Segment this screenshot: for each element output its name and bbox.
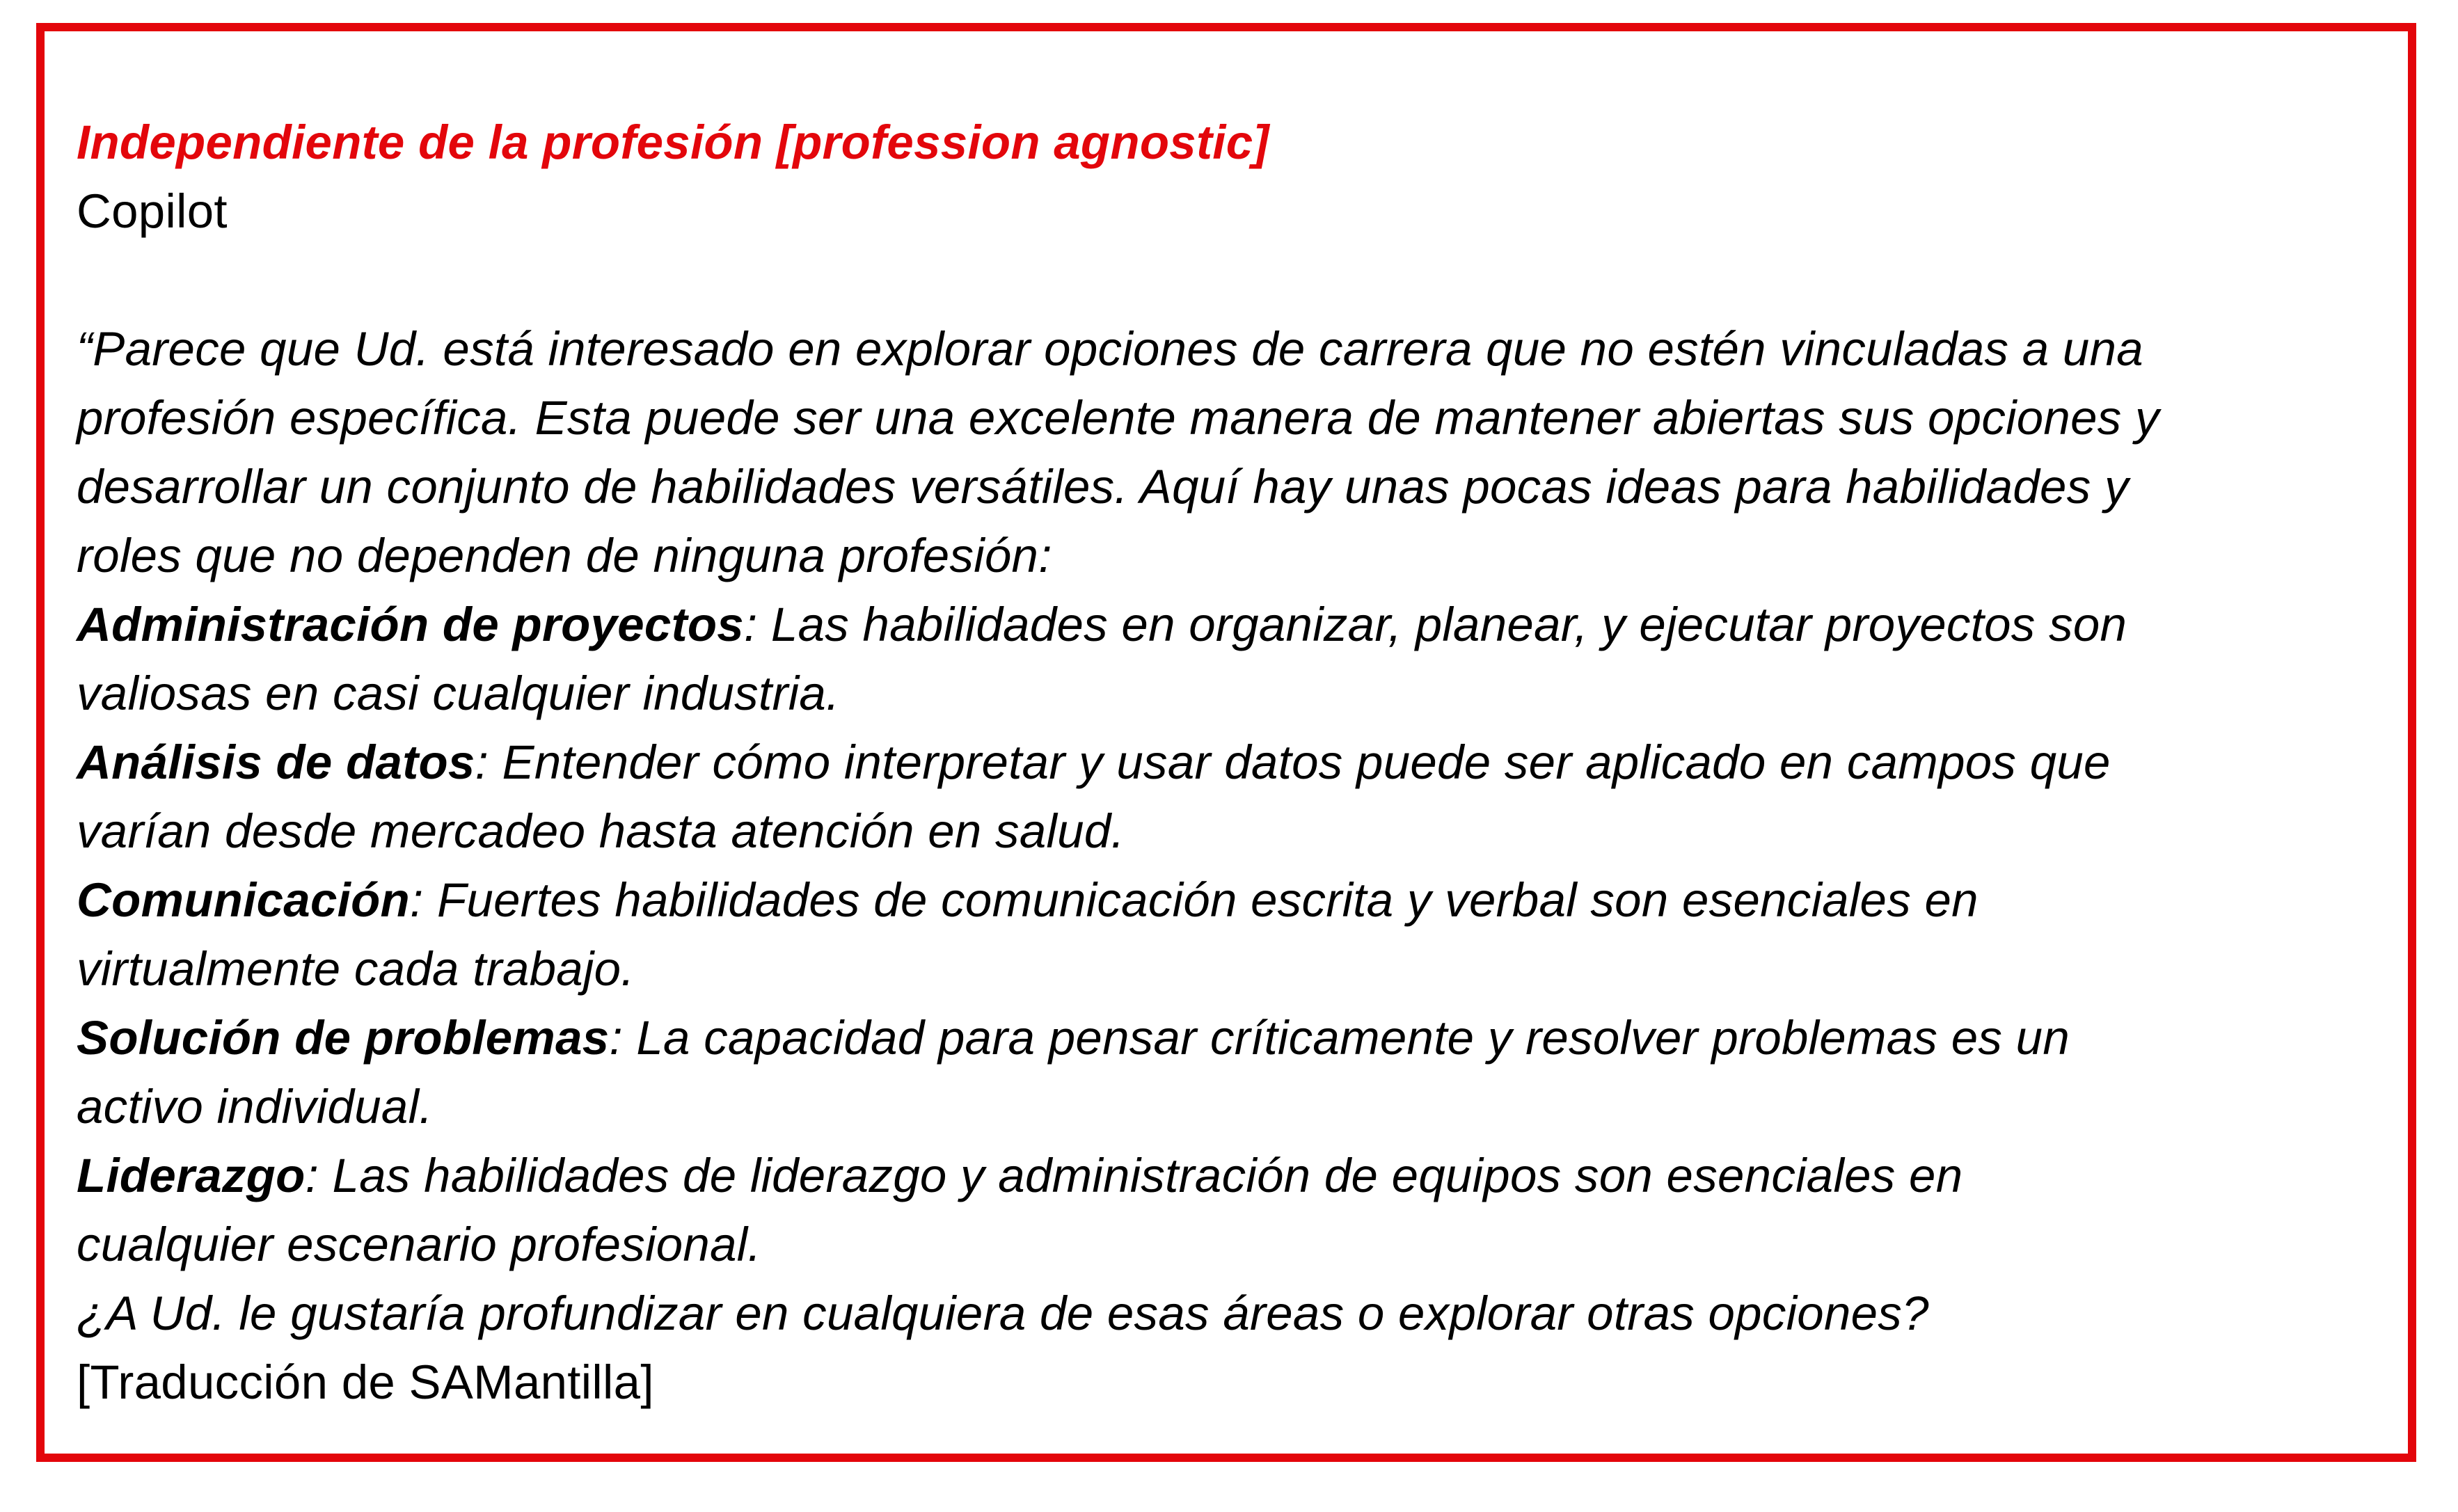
intro-line-2: profesión específica. Esta puede ser una excelente manera de mantener abiertas sus opciones y [77,391,2159,445]
skill-description-continued: varían desde mercadeo hasta atención en salud. [77,804,1125,858]
skill-term: Liderazgo [77,1149,306,1202]
skill-description: : Fuertes habilidades de comunicación escrita y verbal son esenciales en [410,873,1979,927]
card-title: Independiente de la profesión [profession agnostic] [77,116,1269,169]
skill-item-project-management [77,590,2429,659]
skill-description-continued: valiosas en casi cualquier industria. [77,667,840,720]
card-author: Copilot [77,184,228,238]
intro-line-3: desarrollar un conjunto de habilidades versátiles. Aquí hay unas pocas ideas para habilidades y [77,460,2129,514]
skill-description-continued: activo individual. [77,1080,433,1133]
skill-description: : La capacidad para pensar críticamente y resolver problemas es un [609,1011,2070,1065]
skill-term: Comunicación [77,873,410,927]
skill-item-problem-solving [77,1003,2429,1072]
skill-description: : Entender cómo interpretar y usar datos puede ser aplicado en campos que [475,735,2111,789]
intro-line-1: “Parece que Ud. está interesado en explorar opciones de carrera que no estén vinculadas a una [77,322,2143,376]
skill-description-continued: cualquier escenario profesional. [77,1218,761,1271]
skill-term: Solución de problemas [77,1011,610,1065]
skill-item-data-analysis [77,728,2429,797]
quote-card-frame [36,23,2416,1462]
skill-description: : Las habilidades en organizar, planear, y ejecutar proyectos son [743,598,2127,651]
skill-item-leadership [77,1141,2429,1210]
blank-line [77,246,2429,315]
quote-card-content [77,108,2429,1417]
closing-question: ¿A Ud. le gustaría profundizar en cualquiera de esas áreas o explorar otras opciones? [77,1287,1929,1340]
skill-term: Administración de proyectos [77,598,744,651]
skill-description-continued: virtualmente cada trabajo. [77,942,635,996]
skill-description: : Las habilidades de liderazgo y administración de equipos son esenciales en [305,1149,1963,1202]
skill-item-communication [77,866,2429,934]
intro-line-4: roles que no dependen de ninguna profesión: [77,529,1052,582]
skill-term: Análisis de datos [77,735,475,789]
translation-note: [Traducción de SAMantilla] [77,1355,654,1409]
